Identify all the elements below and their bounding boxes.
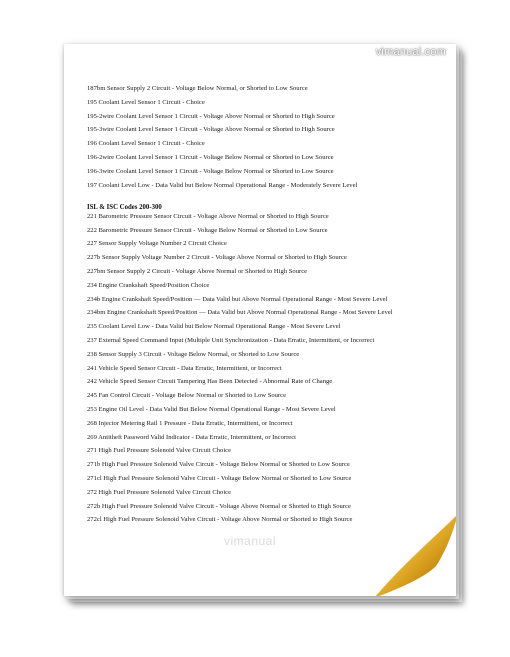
- code-entry: 222 Barometric Pressure Sensor Circuit - Voltage Below Normal or Shorted to Low Source: [87, 226, 328, 234]
- code-entry: 237 External Speed Command Input (Multiple Unit Synchronization - Data Erratic, Intermittent, or Incorrect: [87, 336, 375, 344]
- code-entry: 235 Coolant Level Low - Data Valid but Below Normal Operational Range - Most Severe Level: [87, 323, 341, 331]
- code-entry: 272cl High Fuel Pressure Solenoid Valve Circuit - Voltage Above Normal or Shorted to High Source: [87, 516, 353, 524]
- watermark-logo: vimanual.com: [375, 46, 446, 58]
- document-page: [64, 44, 456, 596]
- code-list-b: [87, 213, 442, 525]
- code-list-a: [87, 85, 442, 190]
- code-entry: 234b Engine Crankshaft Speed/Position — Data Valid but Above Normal Operational Range - Most Severe Level: [87, 295, 388, 303]
- code-entry: 242 Vehicle Speed Sensor Circuit Tampering Has Been Detected - Abnormal Rate of Change: [87, 378, 333, 386]
- code-entry: 196 Coolant Level Sensor 1 Circuit - Choice: [87, 140, 205, 148]
- document-stack: [64, 44, 456, 596]
- code-entry: 238 Sensor Supply 3 Circuit - Voltage Below Normal, or Shorted to Low Source: [87, 350, 300, 358]
- code-entry: 241 Vehicle Speed Sensor Circuit - Data Erratic, Intermittent, or Incorrect: [87, 364, 282, 372]
- code-entry: 227bm Sensor Supply 2 Circuit - Voltage Above Normal or Shorted to High Source: [87, 267, 308, 275]
- code-entry: 269 Antitheft Password Valid Indicator - Data Erratic, Intermittent, or Incorrect: [87, 433, 296, 441]
- code-entry: 197 Coolant Level Low - Data Valid but Below Normal Operational Range - Moderately Severe Level: [87, 181, 358, 189]
- center-watermark: vimanual: [224, 534, 277, 548]
- page-curl-icon: [366, 506, 456, 596]
- code-entry: 195-2wire Coolant Level Sensor 1 Circuit - Voltage Above Normal or Shorted to High Source: [87, 112, 335, 120]
- code-entry: 271b High Fuel Pressure Solenoid Valve Circuit - Voltage Below Normal or Shorted to Low Source: [87, 461, 350, 469]
- code-entry: 195-3wire Coolant Level Sensor 1 Circuit - Voltage Above Normal or Shorted to High Source: [87, 126, 335, 134]
- code-entry: 268 Injector Metering Rail 1 Pressure - Data Erratic, Intermittent, or Incorrect: [87, 419, 293, 427]
- code-entry: 227b Sensor Supply Voltage Number 2 Circuit - Voltage Above Normal or Shorted to High Source: [87, 254, 347, 262]
- code-entry: 271 High Fuel Pressure Solenoid Valve Circuit Choice: [87, 447, 232, 455]
- code-entry: 272b High Fuel Pressure Solenoid Valve Circuit - Voltage Above Normal or Shorted to High Source: [87, 502, 351, 510]
- code-entry: 187bm Sensor Supply 2 Circuit - Voltage Below Normal, or Shorted to Low Source: [87, 85, 308, 92]
- code-entry: 196-3wire Coolant Level Sensor 1 Circuit - Voltage Below Normal or Shorted to Low Source: [87, 167, 334, 175]
- code-entry: 245 Fan Control Circuit - Voltage Below Normal or Shorted to Low Source: [87, 392, 287, 400]
- code-entry: 234bm Engine Crankshaft Speed/Position — Data Valid but Above Normal Operational Range - Most Severe Level: [87, 309, 393, 317]
- code-entry: 253 Engine Oil Level - Data Valid But Below Normal Operational Range - Most Severe Level: [87, 405, 336, 413]
- code-entry: 196-2wire Coolant Level Sensor 1 Circuit - Voltage Below Normal or Shorted to Low Source: [87, 153, 334, 161]
- code-entry: 195 Coolant Level Sensor 1 Circuit - Choice: [87, 98, 205, 106]
- code-entry: 271cl High Fuel Pressure Solenoid Valve Circuit - Voltage Below Normal or Shorted to Low Source: [87, 474, 352, 482]
- page-content: [87, 85, 442, 530]
- code-entry: 234 Engine Crankshaft Speed/Position Choice: [87, 281, 210, 289]
- code-entry: 227 Sensor Supply Voltage Number 2 Circuit Choice: [87, 240, 227, 248]
- code-entry: 221 Barometric Pressure Sensor Circuit - Voltage Above Normal or Shorted to High Source: [87, 212, 329, 220]
- section-heading: ISL & ISC Codes 200-300: [87, 203, 162, 211]
- code-entry: 272 High Fuel Pressure Solenoid Valve Circuit Choice: [87, 488, 232, 496]
